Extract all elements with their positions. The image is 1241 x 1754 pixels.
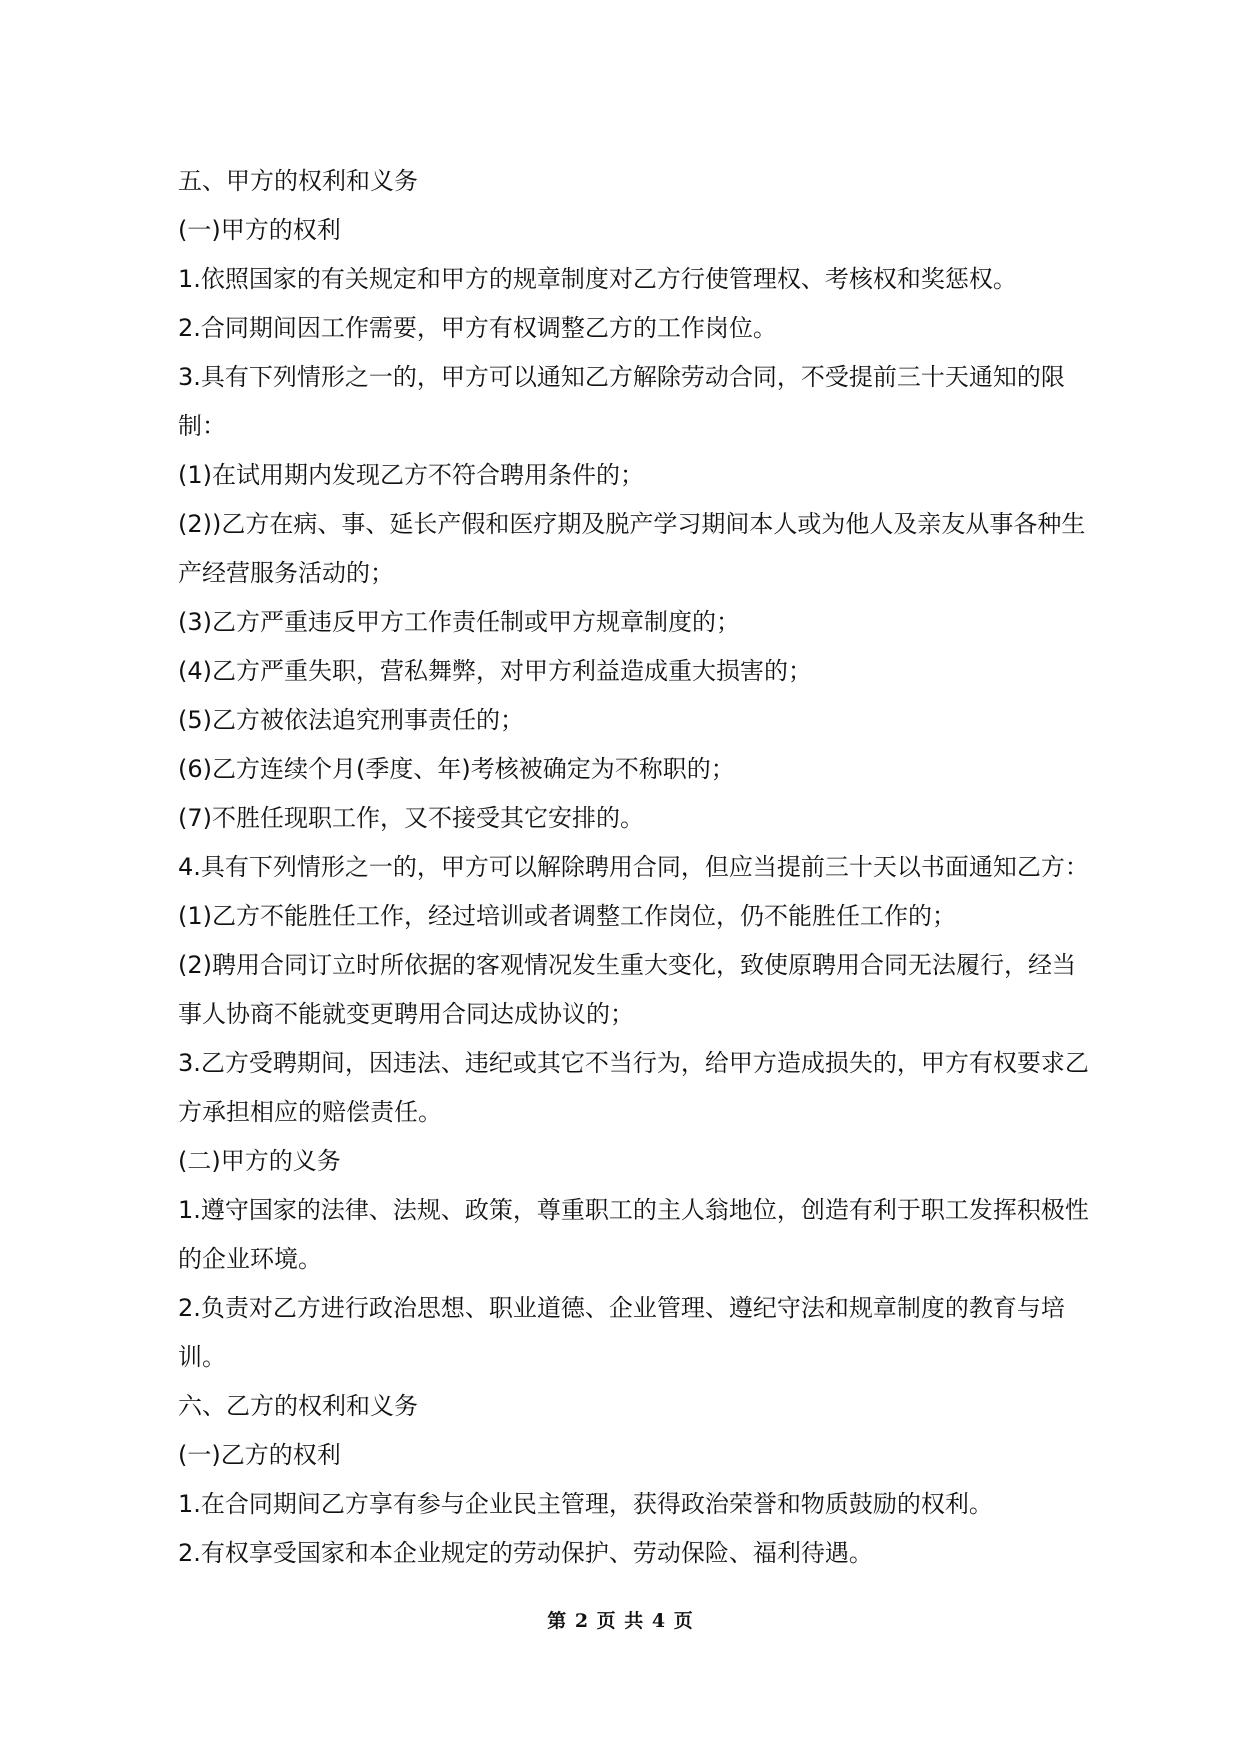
list-item: (1)在试用期内发现乙方不符合聘用条件的； <box>178 461 644 489</box>
subsection-heading: (二)甲方的义务 <box>178 1147 341 1175</box>
clause-paragraph: 1.遵守国家的法律、法规、政策，尊重职工的主人翁地位，创造有利于职工发挥积极性的企业环境。 <box>178 1196 1089 1273</box>
list-item: (1)乙方不能胜任工作，经过培训或者调整工作岗位，仍不能胜任工作的； <box>178 902 956 930</box>
list-item: (2)聘用合同订立时所依据的客观情况发生重大变化，致使原聘用合同无法履行，经当事人协商不能就变更聘用合同达成协议的； <box>178 951 1076 1028</box>
section-heading: 六、乙方的权利和义务 <box>178 1392 418 1420</box>
list-item: (2))乙方在病、事、延长产假和医疗期及脱产学习期间本人或为他人及亲友从事各种生产经营服务活动的； <box>178 510 1086 587</box>
clause-paragraph: 1.在合同期间乙方享有参与企业民主管理，获得政治荣誉和物质鼓励的权利。 <box>178 1490 993 1518</box>
list-item: (4)乙方严重失职，营私舞弊，对甲方利益造成重大损害的； <box>178 657 812 685</box>
document-body <box>178 157 1093 1578</box>
list-item: (3)乙方严重违反甲方工作责任制或甲方规章制度的； <box>178 608 740 636</box>
list-item: (7)不胜任现职工作，又不接受其它安排的。 <box>178 804 644 832</box>
subsection-heading: (一)乙方的权利 <box>178 1441 341 1469</box>
clause-paragraph: 4.具有下列情形之一的，甲方可以解除聘用合同，但应当提前三十天以书面通知乙方： <box>178 853 1089 881</box>
subsection-heading: (一)甲方的权利 <box>178 216 341 244</box>
list-item: (6)乙方连续个月(季度、年)考核被确定为不称职的； <box>178 755 735 783</box>
clause-paragraph: 2.合同期间因工作需要，甲方有权调整乙方的工作岗位。 <box>178 314 777 342</box>
clause-paragraph: 3.乙方受聘期间，因违法、违纪或其它不当行为，给甲方造成损失的，甲方有权要求乙方承担相应的赔偿责任。 <box>178 1049 1089 1126</box>
page-number-footer: 第 2 页 共 4 页 <box>547 1610 694 1632</box>
clause-paragraph: 2.负责对乙方进行政治思想、职业道德、企业管理、遵纪守法和规章制度的教育与培训。 <box>178 1294 1065 1371</box>
section-heading: 五、甲方的权利和义务 <box>178 167 418 195</box>
list-item: (5)乙方被依法追究刑事责任的； <box>178 706 524 734</box>
clause-paragraph: 1.依照国家的有关规定和甲方的规章制度对乙方行使管理权、考核权和奖惩权。 <box>178 265 1017 293</box>
clause-paragraph: 3.具有下列情形之一的，甲方可以通知乙方解除劳动合同，不受提前三十天通知的限制： <box>178 363 1065 440</box>
clause-paragraph: 2.有权享受国家和本企业规定的劳动保护、劳动保险、福利待遇。 <box>178 1539 873 1567</box>
